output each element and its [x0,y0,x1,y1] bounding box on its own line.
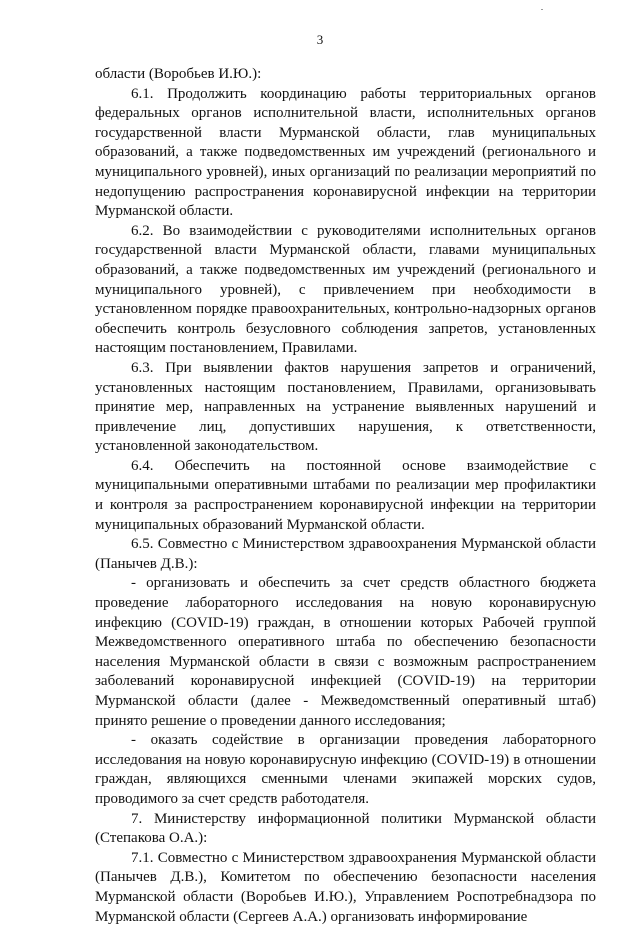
document-body [95,65,596,927]
paragraph-6-3: 6.3. При выявлении фактов нарушения запретов и ограничений, установленных настоящим постановлением, Правилами, организовывать принятие мер, направленных на устранение выявленных нарушений и привлечение лиц, допустивших нарушения, к ответственности, установленной законодательством. [95,359,596,455]
paragraph-6-2: 6.2. Во взаимодействии с руководителями исполнительных органов государственной власти Мурманской области, главами муниципальных образований, а также подведомственных им учреждений (регионального и муниципального уровней), с привлечением при необходимости в установленном порядке правоохранительных, контрольно-надзорных органов обеспечить контроль безусловного соблюдения запретов, установленных настоящим постановлением, Правилами. [95,222,596,357]
paragraph-6-5: 6.5. Совместно с Министерством здравоохранения Мурманской области (Панычев Д.В.): [95,536,596,572]
paragraph-7: 7. Министерству информационной политики Мурманской области (Степакова О.А.): [95,810,596,847]
list-item-assist-testing: - оказать содействие в организации проведения лабораторного исследования на новую коронавирусную инфекцию (COVID-19) в отношении граждан, являющихся сменными членами экипажей морских судов, проводимого за счет средств работодателя. [95,732,596,807]
page-number: 3 [316,32,324,47]
paragraph-6-1: 6.1. Продолжить координацию работы территориальных органов федеральных органов исполнительной власти, исполнительных органов государственной власти Мурманской области, глав муниципальных образований, а также подведомственных им учреждений (регионального и муниципального уровней), иных организаций по реализации мероприятий по недопущению распространения коронавирусной инфекции на территории Мурманской области. [95,85,596,220]
list-item-organize-testing: - организовать и обеспечить за счет средств областного бюджета проведение лабораторного исследования на новую коронавирусную инфекцию (COVID-19) граждан, в отношении которых Рабочей группой Межведомственного оперативного штаба по обеспечению безопасности населения Мурманской области в связи с возможным распространением заболеваний коронавирусной инфекцией (COVID-19) на территории Мурманской области (далее - Межведомственный оперативный штаб) принято решение о проведении данного исследования; [95,575,596,729]
paragraph-7-1: 7.1. Совместно с Министерством здравоохранения Мурманской области (Панычев Д.В.), Комитетом по обеспечению безопасности населения Мурманской области (Воробьев И.Ю.), Управлением Роспотребнадзора по Мурманской области (Сергеев А.А.) организовать информирование [95,849,596,925]
paragraph-6-4: 6.4. Обеспечить на постоянной основе взаимодействие с муниципальными оперативными штабами по реализации мер профилактики и контроля за распространением коронавирусной инфекции на территории муниципальных образований Мурманской области. [95,457,596,533]
scan-speck [541,9,543,10]
paragraph-continuation: области (Воробьев И.Ю.): [95,66,262,82]
